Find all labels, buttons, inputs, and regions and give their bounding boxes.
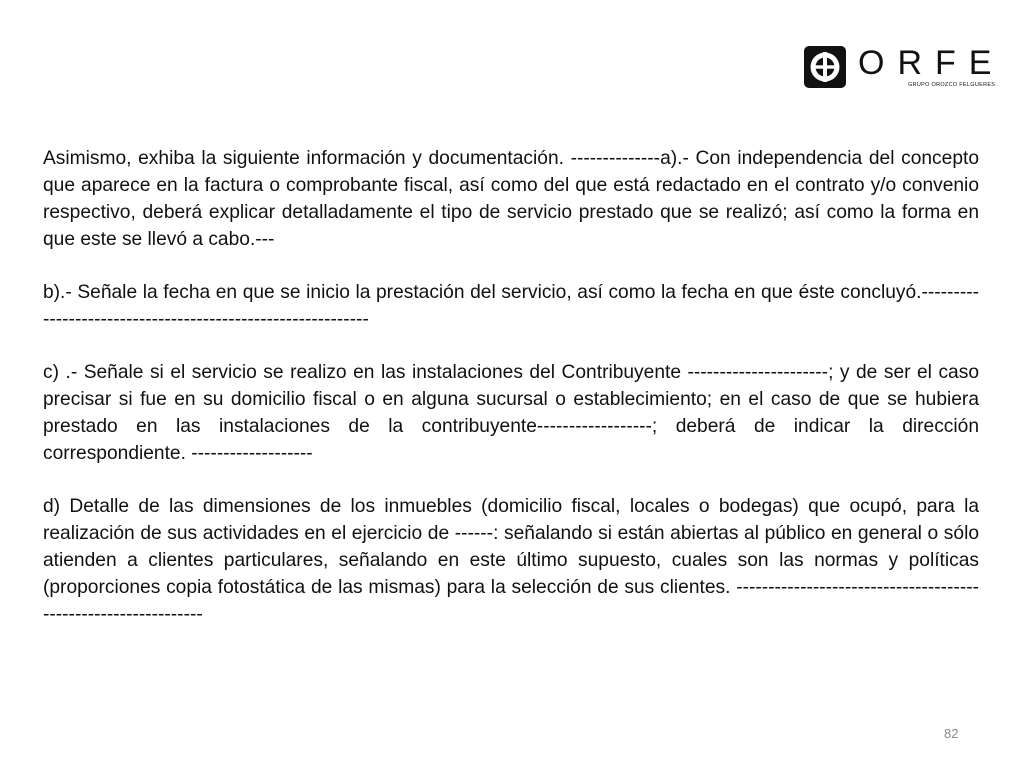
slide-body [43, 145, 979, 654]
logo-subtitle: GRUPO OROZCO FELGUERES [908, 82, 996, 88]
orfe-logo [804, 44, 1005, 94]
paragraph-a: Asimismo, exhiba la siguiente información y documentación. --------------a).- Con independencia del concepto que aparece en la factura o comprobante fiscal, así como del que está redactado en el contrato y/o convenio respectivo, deberá explicar detalladamente el tipo de servicio prestado que se realizó; así como la forma en que este se llevó a cabo.--- [43, 148, 979, 250]
logo-wordmark: ORFE [858, 44, 1005, 82]
paragraph-c: c) .- Señale si el servicio se realizo en las instalaciones del Contribuyente ----------------------; y de ser el caso precisar si fue en su domicilio fiscal o en alguna sucursal o establecimiento; en el caso de que se hubiera prestado en las instalaciones de la contribuyente------------------; deberá de indicar la dirección correspondiente. ------------------- [43, 362, 979, 464]
paragraph-b: b).- Señale la fecha en que se inicio la prestación del servicio, así como la fecha en que éste concluyó.------------------------------------------------------------ [43, 282, 979, 330]
orfe-emblem-icon [804, 46, 846, 88]
paragraph-d: d) Detalle de las dimensiones de los inmuebles (domicilio fiscal, locales o bodegas) que ocupó, para la realización de sus actividades en el ejercicio de ------: señalando si están abiertas al público en general o sólo atienden a clientes particulares, señalando en este último supuesto, cuales son las normas y políticas (proporciones copia fotostática de las mismas) para la selección de sus clientes. --------------------------------------------------------------- [43, 496, 979, 625]
page-number: 82 [944, 726, 959, 741]
